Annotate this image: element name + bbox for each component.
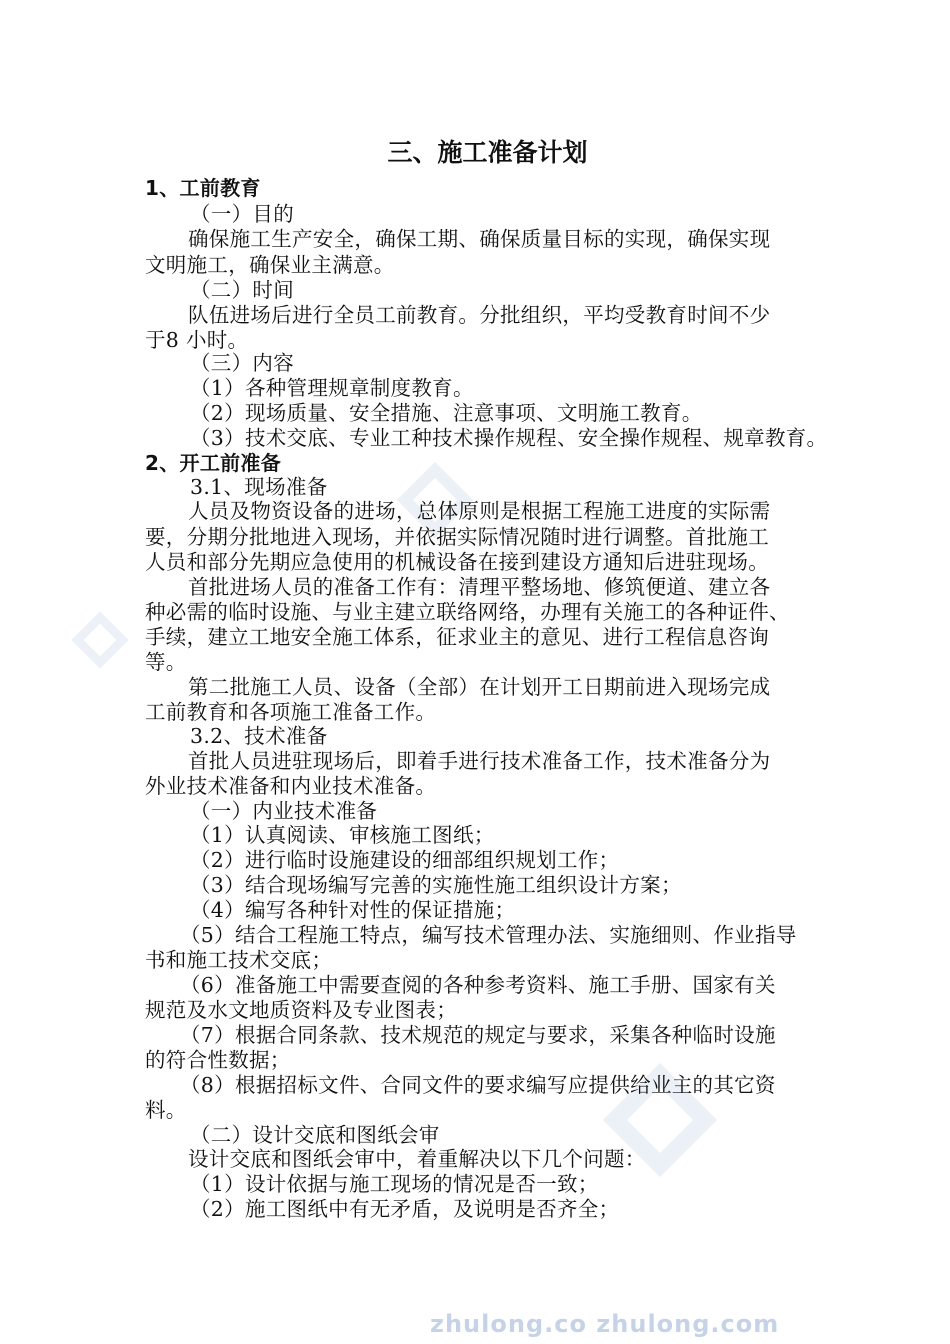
- list-item: （7）根据合同条款、技术规范的规定与要求，采集各种临时设施: [180, 1023, 776, 1047]
- paragraph-line: 首批进场人员的准备工作有：清理平整场地、修筑便道、建立各: [188, 575, 771, 599]
- section-heading: 1、工前教育: [145, 176, 261, 200]
- paragraph-line: 首批人员进驻现场后，即着手进行技术准备工作，技术准备分为: [188, 749, 771, 773]
- subheading: （二）时间: [190, 278, 294, 302]
- list-item: （1）各种管理规章制度教育。: [190, 376, 474, 400]
- list-item: （4）编写各种针对性的保证措施；: [190, 898, 516, 922]
- subheading: （一）内业技术准备: [190, 799, 378, 823]
- list-item: （6）准备施工中需要查阅的各种参考资料、施工手册、国家有关: [180, 973, 776, 997]
- paragraph-line: 外业技术准备和内业技术准备。: [145, 774, 437, 798]
- list-item: 规范及水文地质资料及专业图表；: [145, 998, 457, 1022]
- list-item: 书和施工技术交底；: [145, 948, 333, 972]
- watermark-text: zhulong.co zhulong.com: [430, 1310, 780, 1338]
- paragraph-line: 要，分期分批地进入现场，并依据实际情况随时进行调整。首批施工: [145, 525, 769, 549]
- paragraph-line: 于8 小时。: [145, 328, 249, 352]
- paragraph-line: 种必需的临时设施、与业主建立联络网络，办理有关施工的各种证件、: [145, 600, 790, 624]
- list-item: 料。: [145, 1098, 187, 1122]
- list-item: （1）认真阅读、审核施工图纸；: [190, 823, 495, 847]
- list-item: （2）进行临时设施建设的细部组织规划工作；: [190, 848, 620, 872]
- paragraph-line: 确保施工生产安全，确保工期、确保质量目标的实现，确保实现: [188, 227, 771, 251]
- subheading: （三）内容: [190, 351, 294, 375]
- paragraph-line: 第二批施工人员、设备（全部）在计划开工日期前进入现场完成: [188, 675, 771, 699]
- paragraph-line: 等。: [145, 650, 187, 674]
- list-item: （2）施工图纸中有无矛盾，及说明是否齐全；: [190, 1197, 620, 1221]
- list-item: （8）根据招标文件、合同文件的要求编写应提供给业主的其它资: [180, 1073, 776, 1097]
- watermark-logo-icon: [70, 610, 130, 670]
- paragraph-line: 工前教育和各项施工准备工作。: [145, 700, 437, 724]
- subheading: （二）设计交底和图纸会审: [190, 1123, 440, 1147]
- subheading: 3.2、技术准备: [190, 724, 328, 748]
- paragraph-line: 人员及物资设备的进场，总体原则是根据工程施工进度的实际需: [188, 499, 771, 523]
- list-item: （1）设计依据与施工现场的情况是否一致；: [190, 1172, 599, 1196]
- page-title: 三、施工准备计划: [387, 138, 588, 167]
- paragraph-line: 文明施工，确保业主满意。: [145, 253, 395, 277]
- subheading: （一）目的: [190, 202, 294, 226]
- list-item: （2）现场质量、安全措施、注意事项、文明施工教育。: [190, 401, 703, 425]
- list-item: （5）结合工程施工特点，编写技术管理办法、实施细则、作业指导: [180, 923, 797, 947]
- list-item: 的符合性数据；: [145, 1048, 291, 1072]
- section-heading: 2、开工前准备: [145, 451, 282, 475]
- list-item: （3）结合现场编写完善的实施性施工组织设计方案；: [190, 873, 682, 897]
- paragraph-line: 队伍进场后进行全员工前教育。分批组织，平均受教育时间不少: [188, 303, 771, 327]
- list-item: （3）技术交底、专业工种技术操作规程、安全操作规程、规章教育。: [190, 426, 828, 450]
- subheading: 3.1、现场准备: [190, 475, 328, 499]
- paragraph-line: 手续，建立工地安全施工体系，征求业主的意见、进行工程信息咨询: [145, 625, 769, 649]
- paragraph-line: 设计交底和图纸会审中，着重解决以下几个问题：: [188, 1147, 646, 1171]
- paragraph-line: 人员和部分先期应急使用的机械设备在接到建设方通知后进驻现场。: [145, 550, 769, 574]
